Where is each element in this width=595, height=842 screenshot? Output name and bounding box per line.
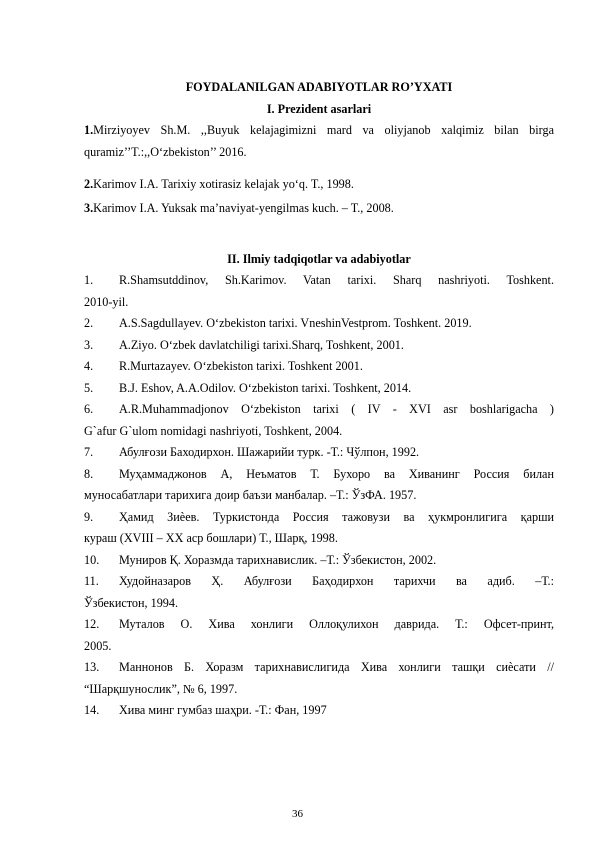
- item-text: B.J. Eshov, A.A.Odilov. O‘zbekiston tarixi. Toshkent, 2014.: [119, 380, 412, 395]
- item-continuation: “Шарқшунослик”, № 6, 1997.: [84, 681, 238, 696]
- item-text: Mirziyoyev Sh.M. ,,Buyuk kelajagimizni mard va oliyjanob xalqimiz bilan birga: [93, 123, 554, 137]
- list-item: [84, 700, 554, 722]
- list-item: [84, 335, 554, 357]
- item-number: 2.: [84, 316, 94, 330]
- list-item: [84, 464, 554, 507]
- item-text: Абулғози Баходирхон. Шажарийи турк. -Т.: Чўлпон, 1992.: [119, 445, 420, 459]
- item-continuation: муносабатлари тарихига доир баъзи манбалар. –Т.: ЎзФА. 1957.: [84, 488, 417, 502]
- section1-item-3: [84, 198, 554, 220]
- list-item: [84, 442, 554, 464]
- item-continuation: 2010-yil.: [84, 294, 129, 309]
- item-number: 11.: [84, 574, 99, 588]
- item-text: A.R.Muhammadjonov O‘zbekiston tarixi ( IV - XVI asr boshlarigacha ): [119, 402, 554, 416]
- item-text: R.Murtazayev. O‘zbekiston tarixi. Toshkent 2001.: [119, 359, 363, 373]
- item-number: 12.: [84, 617, 100, 631]
- item-number: 3.: [84, 201, 94, 215]
- item-text: Karimov I.A. Tarixiy xotirasiz kelajak yo‘q. T., 1998.: [93, 177, 354, 191]
- item-number: 1.: [84, 273, 94, 287]
- item-text: Муталов О. Хива хонлиги Оллоқулихон даврида. Т.: Офсет-принт,: [119, 617, 554, 631]
- list-item: [84, 399, 554, 442]
- list-item: [84, 378, 554, 400]
- reference-list: [84, 270, 554, 722]
- item-number: 13.: [84, 660, 100, 674]
- item-text: R.Shamsutddinov, Sh.Karimov. Vatan tarixi. Sharq nashriyoti. Toshkent.: [119, 273, 554, 287]
- item-continuation: G`afur G`ulom nomidagi nashriyoti, Toshkent, 2004.: [84, 423, 343, 438]
- item-number: 7.: [84, 445, 94, 459]
- item-continuation: quramiz’’T.:,,O‘zbekiston’’ 2016.: [84, 144, 247, 159]
- item-number: 9.: [84, 509, 94, 524]
- item-number: 1.: [84, 123, 94, 137]
- item-text: Ҳамид Зиѐев. Туркистонда Россия тажовузи ва ҳукмронлигига қарши: [119, 509, 554, 524]
- list-item: [84, 356, 554, 378]
- section1-item-1: [84, 120, 554, 163]
- item-continuation: Ўзбекистон, 1994.: [84, 595, 179, 610]
- section1-heading: I. Prezident asarlari: [266, 102, 372, 116]
- item-text: A.Ziyo. O‘zbek davlatchiligi tarixi.Sharq, Toshkent, 2001.: [119, 337, 404, 352]
- page-number: 36: [292, 808, 303, 820]
- item-continuation: кураш (XVIII – XX аср бошлари) Т., Шарқ, 1998.: [84, 531, 338, 545]
- item-number: 10.: [84, 552, 100, 567]
- item-text: Karimov I.A. Yuksak ma’naviyat-yengilmas kuch. – T., 2008.: [93, 201, 394, 215]
- item-text: Муҳаммаджонов А, Неъматов Т. Бухоро ва Хиванинг Россия билан: [119, 466, 554, 481]
- list-item: [84, 550, 554, 572]
- list-item: [84, 614, 554, 657]
- list-item: [84, 657, 554, 700]
- list-item: [84, 507, 554, 550]
- list-item: [84, 313, 554, 335]
- item-continuation: 2005.: [84, 638, 112, 653]
- item-number: 3.: [84, 337, 94, 352]
- item-text: Хива минг гумбаз шаҳри. -Т.: Фан, 1997: [119, 703, 327, 717]
- item-number: 8.: [84, 466, 94, 481]
- section2-heading: II. Ilmiy tadqiqotlar va adabiyotlar: [227, 252, 411, 266]
- item-text: Маннонов Б. Хоразм тарихнавислигида Хива хонлиги ташқи сиѐсати //: [119, 660, 554, 674]
- item-number: 2.: [84, 177, 94, 191]
- item-number: 4.: [84, 359, 94, 373]
- list-item: [84, 270, 554, 313]
- item-text: Худойназаров Ҳ. Абулғози Баҳодирхон тарихчи ва адиб. –Т.:: [119, 574, 554, 588]
- item-number: 6.: [84, 402, 94, 416]
- list-item: [84, 571, 554, 614]
- item-number: 5.: [84, 380, 94, 395]
- page-title: FOYDALANILGAN ADABIYOTLAR RO’YXATI: [185, 80, 453, 94]
- item-text: Муниров Қ. Хоразмда тарихнавислик. –Т.: Ўзбекистон, 2002.: [119, 552, 437, 567]
- item-number: 14.: [84, 703, 100, 717]
- section1-item-2: [84, 174, 554, 196]
- item-text: A.S.Sagdullayev. O‘zbekiston tarixi. VneshinVestprom. Toshkent. 2019.: [119, 316, 472, 330]
